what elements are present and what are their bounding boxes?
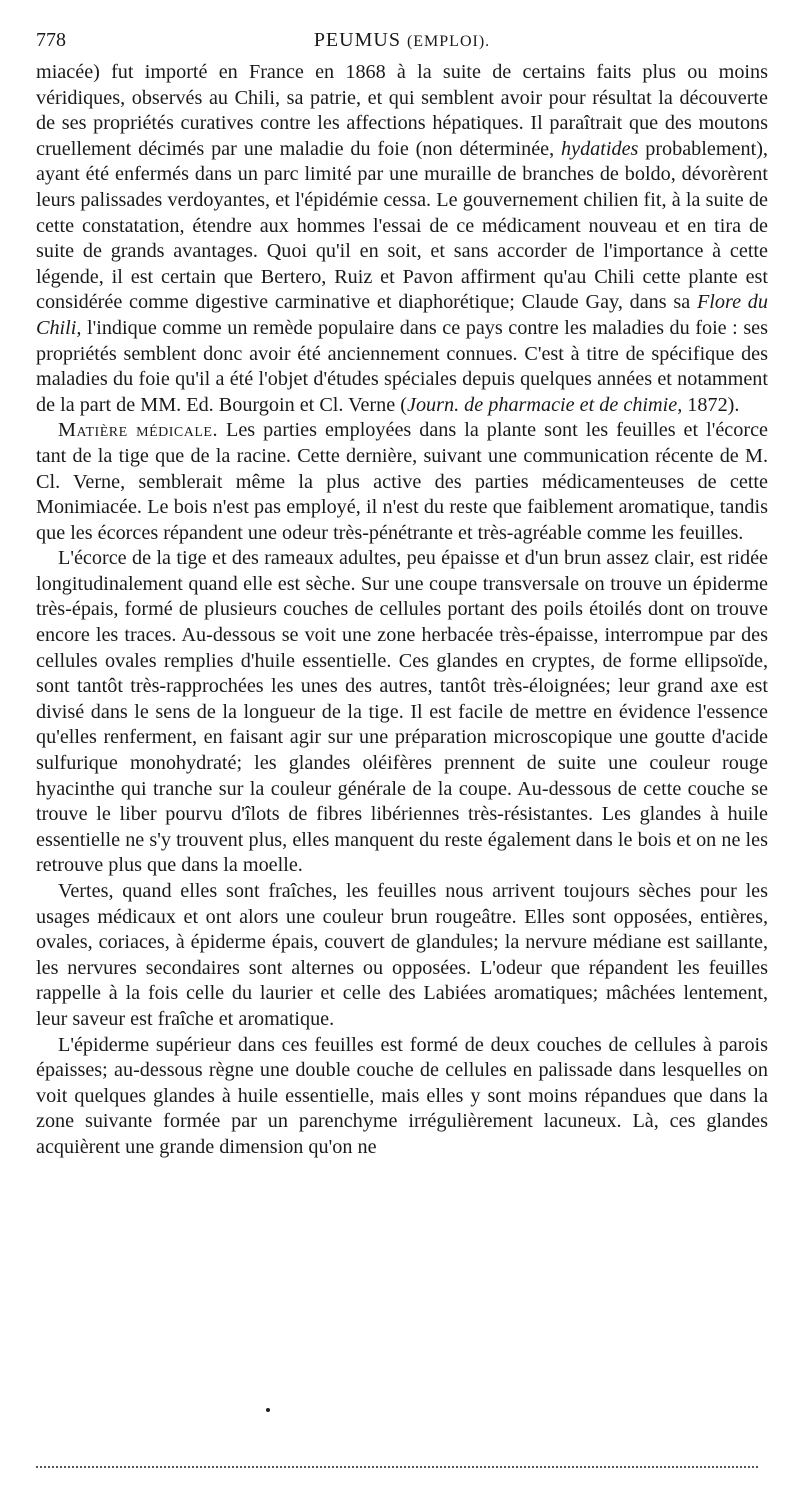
running-title-main: PEUMUS [313, 29, 401, 51]
paragraph-1-italic-2: Flore du Chili, [36, 291, 768, 339]
page-number: 778 [36, 29, 66, 51]
paragraph-4: Vertes, quand elles sont fraîches, les feuilles nous arrivent toujours sèches pour les usages médicaux et ont alors une couleur brun rougeâtre. Elles sont opposées, entières, ovales, coriaces, à épiderme épais, couvert de glandules; la nervure médiane est saillante, les nervures secondaires sont alternes ou opposées. L'odeur que répandent les feuilles rappelle à la fois celle du laurier et celle des Labiées aromatiques; mâchées lentement, leur saveur est fraîche et aromatique. [36, 880, 768, 1030]
paragraph-1-text-4: 1872). [682, 393, 740, 416]
paragraph-1-italic-3: Journ. de pharmacie et de chimie, [406, 393, 683, 416]
paragraph-1 [36, 60, 768, 418]
running-head [36, 26, 768, 54]
bottom-rule [36, 1466, 758, 1468]
running-title [36, 26, 768, 56]
paragraph-1-text-3: l'indique comme un remède populaire dans ce pays contre les maladies du foie : ses propriétés semblent donc avoir été anciennement connues. C'est à titre de spécifique des maladies du foie qu'il a été l'objet d'études spéciales depuis quelques années et notamment de la part de MM. Ed. Bourgoin et Cl. Verne ( [36, 316, 768, 416]
page [36, 26, 768, 1161]
section-lead: Matière médicale. [58, 419, 219, 442]
running-title-sub: (EMPLOI). [406, 33, 491, 50]
paragraph-1-text-2: probablement), ayant été enfermés dans un parc limité par une muraille de branches de boldo, dévorèrent leurs palissades verdoyantes, et l'épidémie cessa. Le gouvernement chilien fit, à la suite de cette constatation, étendre aux hommes l'essai de ce médicament nouveau et en tira de suite de grands avantages. Quoi qu'il en soit, et sans accorder de l'importance à cette légende, il est certain que Bertero, Ruiz et Pavon affirment qu'au Chili cette plante est considérée comme digestive carminative et diaphorétique; Claude Gay, dans sa [36, 137, 768, 314]
body-text [36, 60, 768, 1161]
paragraph-3: L'écorce de la tige et des rameaux adultes, peu épaisse et d'un brun assez clair, est ridée longitudinalement quand elle est sèche. Sur une coupe transversale on trouve un épiderme très-épais, formé de plusieurs couches de cellules portant des poils étoilés dont on trouve encore les traces. Au-dessous se voit une zone herbacée très-épaisse, interrompue par des cellules ovales remplies d'huile essentielle. Ces glandes en cryptes, de forme ellipsoïde, sont tantôt très-rapprochées les unes des autres, tantôt très-éloignées; leur grand axe est divisé dans le sens de la longueur de la tige. Il est facile de mettre en évidence l'essence qu'elles renferment, en faisant agir sur une préparation microscopique une goutte d'acide sulfurique monohydraté; les glandes oléifères prennent de suite une couleur rouge hyacinthe qui tranche sur la couleur générale de la coupe. Au-dessous de cette couche se trouve le liber pourvu d'îlots de fibres libériennes très-résistantes. Les glandes à huile essentielle ne s'y trouvent plus, elles manquent du reste également dans le bois et on ne les retrouve plus que dans la moelle. [36, 547, 768, 877]
stray-ink-mark [266, 1408, 270, 1412]
paragraph-1-text-1: miacée) fut importé en France en 1868 à la suite de certains faits plus ou moins véridiques, observés au Chili, sa patrie, et qui semblent avoir pour résultat la découverte de ses propriétés curatives contre les affections hépatiques. Il paraîtrait que des moutons cruellement décimés par une maladie du foie (non déterminée, [36, 61, 768, 160]
paragraph-5: L'épiderme supérieur dans ces feuilles est formé de deux couches de cellules à parois épaisses; au-dessous règne une double couche de cellules en palissade dans lesquelles on voit quelques glandes à huile essentielle, mais elles y sont moins répandues que dans la zone suivante formée par un parenchyme irrégulièrement lacuneux. Là, ces glandes acquièrent une grande dimension qu'on ne [36, 1033, 768, 1158]
paragraph-2-text: Les parties employées dans la plante sont les feuilles et l'écorce tant de la tige que de la racine. Cette dernière, suivant une communication récente de M. Cl. Verne, semblerait même la plus active des parties médicamenteuses de cette Monimiacée. Le bois n'est pas employé, il n'est du reste que faiblement aromatique, tandis que les écorces répandent une odeur très-pénétrante et très-agréable comme les feuilles. [36, 419, 768, 544]
paragraph-1-italic-1: hydatides [561, 137, 639, 160]
paragraph-2 [36, 418, 768, 546]
